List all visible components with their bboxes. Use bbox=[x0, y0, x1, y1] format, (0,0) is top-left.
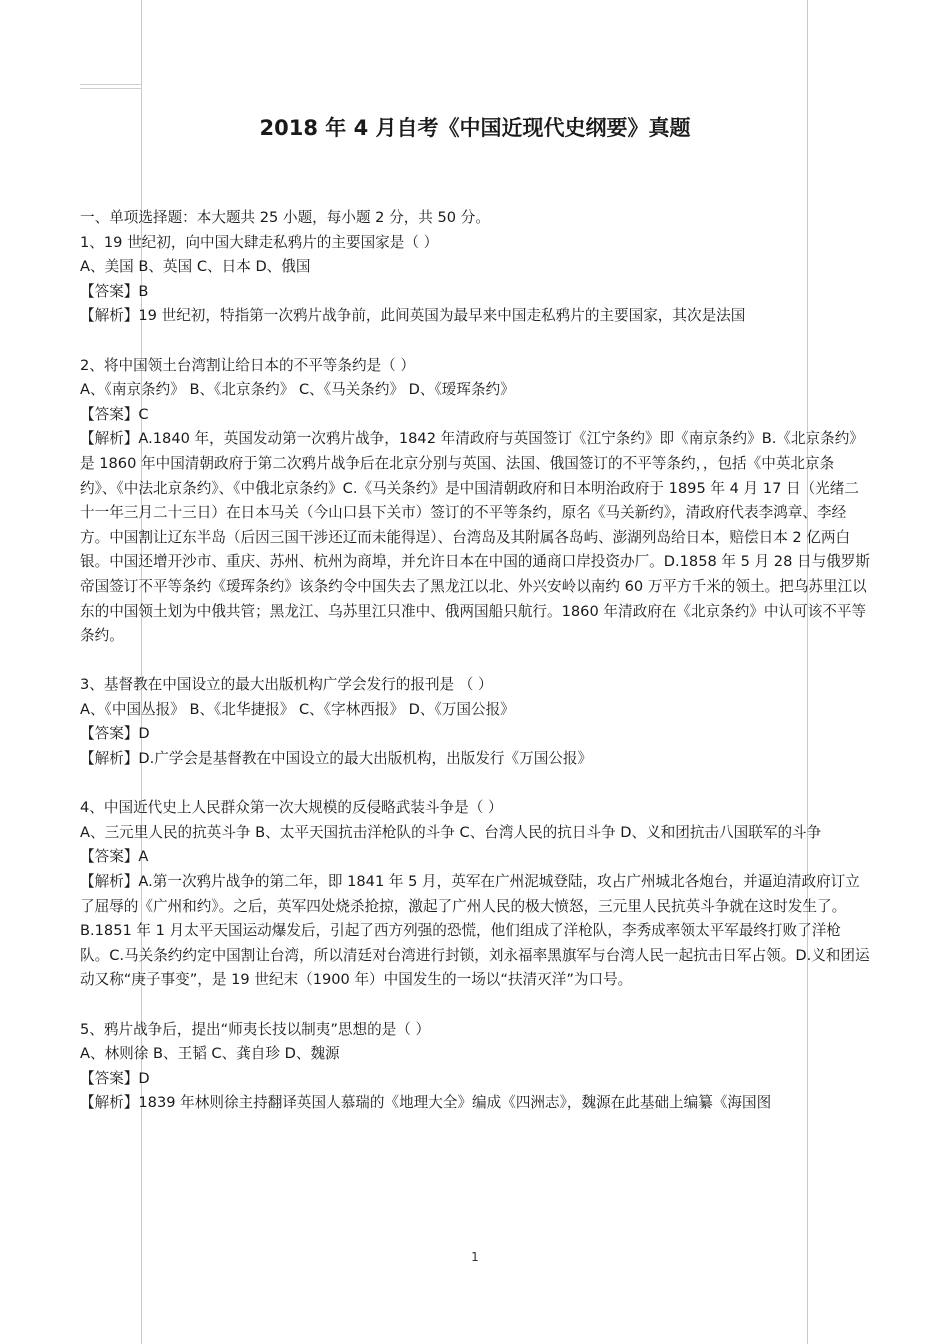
explanation-text: 19 世纪初，特指第一次鸦片战争前，此间英国为最早来中国走私鸦片的主要国家，其次是法国 bbox=[138, 307, 746, 325]
answer-label: 【答案】 bbox=[80, 725, 139, 743]
document-body bbox=[80, 206, 870, 1141]
answer-label: 【答案】 bbox=[80, 405, 139, 423]
section-header: 一、单项选择题：本大题共 25 小题，每小题 2 分，共 50 分。 bbox=[80, 209, 490, 226]
answer-line bbox=[80, 722, 870, 747]
answer-label: 【答案】 bbox=[80, 282, 139, 300]
document-title: 2018 年 4 月自考《中国近现代史纲要》真题 bbox=[259, 116, 691, 140]
question-stem: 1、19 世纪初，向中国大肆走私鸦片的主要国家是（ ） bbox=[80, 233, 439, 251]
explanation-line bbox=[80, 1091, 870, 1116]
answer-value: D bbox=[138, 725, 150, 743]
question-4 bbox=[80, 796, 870, 993]
question-options: A、《中国丛报》 B、《北华捷报》 C、《字林西报》 D、《万国公报》 bbox=[80, 700, 515, 718]
explanation-label: 【解析】 bbox=[80, 750, 139, 768]
answer-line bbox=[80, 403, 870, 428]
explanation-label: 【解析】 bbox=[80, 430, 139, 448]
explanation-text: 1839 年林则徐主持翻译英国人慕瑞的《地理大全》编成《四洲志》，魏源在此基础上编纂《海国图 bbox=[138, 1094, 772, 1112]
question-stem: 3、基督教在中国设立的最大出版机构广学会发行的报刊是 （ ） bbox=[80, 676, 493, 694]
answer-value: D bbox=[138, 1069, 150, 1087]
question-5 bbox=[80, 1018, 870, 1116]
answer-value: A bbox=[138, 848, 149, 866]
question-2 bbox=[80, 354, 870, 649]
explanation-line bbox=[80, 870, 870, 993]
explanation-label: 【解析】 bbox=[80, 873, 139, 891]
question-stem: 2、将中国领土台湾割让给日本的不平等条约是（ ） bbox=[80, 356, 415, 374]
explanation-label: 【解析】 bbox=[80, 1094, 139, 1112]
answer-label: 【答案】 bbox=[80, 848, 139, 866]
question-options: A、三元里人民的抗英斗争 B、太平天国抗击洋枪队的斗争 C、台湾人民的抗日斗争 D、义和团抗击八国联军的斗争 bbox=[80, 823, 822, 841]
explanation-text: D.广学会是基督教在中国设立的最大出版机构，出版发行《万国公报》 bbox=[138, 750, 593, 768]
question-options: A、林则徐 B、王韬 C、龚自珍 D、魏源 bbox=[80, 1045, 340, 1063]
answer-line bbox=[80, 845, 870, 870]
corner-mark-line bbox=[80, 88, 142, 89]
explanation-text: A.1840 年，英国发动第一次鸦片战争，1842 年清政府与英国签订《江宁条约》即《南京条约》B.《北京条约》是 1860 年中国清朝政府于第二次鸦片战争后在北京分别与英国、法国、俄国签订的不平等条约，，包括《中英北京条约》、《中法北京条约》、《中俄北京条约》C.《马关条约》是中国清朝政府和日本明治政府于 1895 年 4 月 17 日（光绪二十一年三月二十三日）在日本马关（今山口县下关市）签订的不平等条约，原名《马关新约》，清政府代表李鸿章、李经方。中国割让辽东半岛（后因三国干涉还辽而未能得逞）、台湾岛及其附属各岛屿、澎湖列岛给日本，赔偿日本 2 亿两白银。中国还增开沙市、重庆、苏州、杭州为商埠，并允许日本在中国的通商口岸投资办厂。D.1858 年 5 月 28 日与俄罗斯帝国签订不平等条约《瑷珲条约》该条约令中国失去了黑龙江以北、外兴安岭以南约 60 万平方千米的领土。把乌苏里江以东的中国领土划为中俄共管；黑龙江、乌苏里江只准中、俄两国船只航行。1860 年清政府在《北京条约》中认可该不平等条约。 bbox=[80, 430, 870, 645]
question-options: A、美国 B、英国 C、日本 D、俄国 bbox=[80, 258, 311, 276]
corner-mark-line bbox=[80, 84, 142, 85]
page-number: 1 bbox=[471, 1250, 479, 1264]
answer-value: B bbox=[138, 282, 149, 300]
answer-line bbox=[80, 1067, 870, 1092]
question-stem: 4、中国近代史上人民群众第一次大规模的反侵略武装斗争是（ ） bbox=[80, 799, 503, 817]
question-3 bbox=[80, 673, 870, 771]
question-stem: 5、鸦片战争后，提出“师夷长技以制夷”思想的是（ ） bbox=[80, 1020, 431, 1038]
question-options: A、《南京条约》 B、《北京条约》 C、《马关条约》 D、《瑷珲条约》 bbox=[80, 381, 515, 399]
explanation-line bbox=[80, 747, 870, 772]
explanation-label: 【解析】 bbox=[80, 307, 139, 325]
explanation-line bbox=[80, 427, 870, 648]
question-1 bbox=[80, 231, 870, 329]
explanation-text: A.第一次鸦片战争的第二年，即 1841 年 5 月，英军在广州泥城登陆，攻占广州城北各炮台，并逼迫清政府订立了屈辱的《广州和约》。之后，英军四处烧杀抢掠，激起了广州人民的极大愤怒，三元里人民抗英斗争就在这时发生了。B.1851 年 1 月太平天国运动爆发后，引起了西方列强的恐慌，他们组成了洋枪队，李秀成率领太平军最终打败了洋枪队。C.马关条约约定中国割让台湾，所以清廷对台湾进行封锁，刘永福率黑旗军与台湾人民一起抗击日军占领。D.义和团运动又称“庚子事变”，是 19 世纪末（1900 年）中国发生的一场以“扶清灭洋”为口号。 bbox=[80, 873, 870, 989]
answer-label: 【答案】 bbox=[80, 1069, 139, 1087]
explanation-line bbox=[80, 304, 870, 329]
answer-value: C bbox=[138, 405, 149, 423]
answer-line bbox=[80, 280, 870, 305]
